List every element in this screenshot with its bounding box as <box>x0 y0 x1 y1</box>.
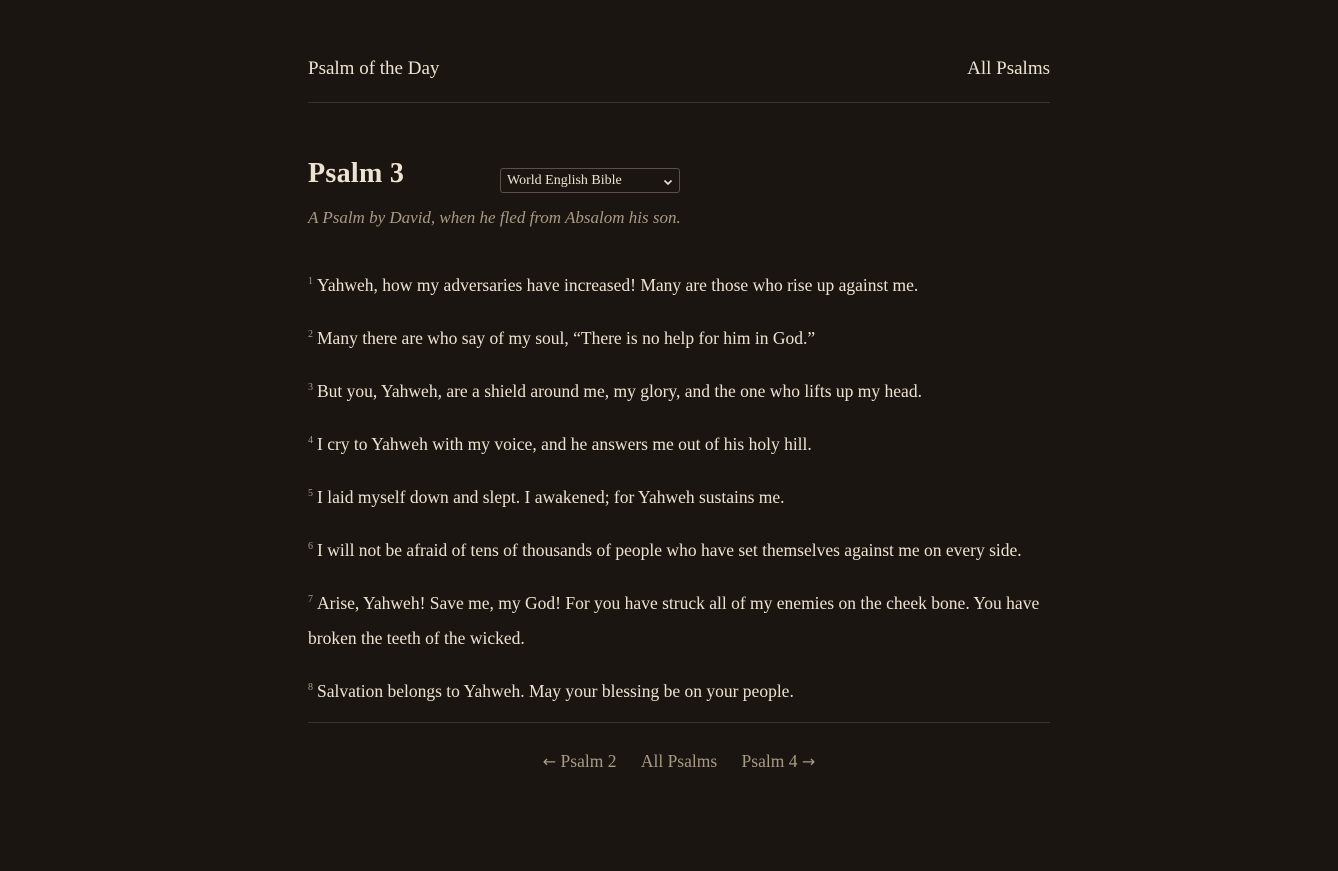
site-title-link[interactable]: Psalm of the Day <box>308 58 440 79</box>
verse-number: 2 <box>308 329 313 340</box>
verse-text: I will not be afraid of tens of thousands of people who have set themselves against me on every side. <box>317 540 1022 560</box>
arrow-right-icon: → <box>801 752 816 771</box>
psalm-pagination <box>308 751 1050 772</box>
verse <box>308 264 1050 303</box>
page-title: Psalm 3 <box>308 158 405 189</box>
verse <box>308 370 1050 409</box>
verse <box>308 529 1050 568</box>
all-psalms-link[interactable]: All Psalms <box>967 58 1050 79</box>
site-header <box>308 56 1050 103</box>
psalm-superscription: A Psalm by David, when he fled from Absalom his son. <box>308 208 681 227</box>
translation-select[interactable] <box>500 168 680 193</box>
verse-text: Arise, Yahweh! Save me, my God! For you have struck all of my enemies on the cheek bone. You have broken the teeth of the wicked. <box>308 593 1040 648</box>
translation-select-value: World English Bible <box>507 172 622 188</box>
verse <box>308 670 1050 709</box>
verse-text: I cry to Yahweh with my voice, and he answers me out of his holy hill. <box>317 434 812 454</box>
next-psalm-label: Psalm 4 <box>741 751 798 771</box>
verse-list <box>308 264 1050 723</box>
prev-psalm-link[interactable] <box>543 751 617 771</box>
verse-number: 7 <box>308 594 313 605</box>
footer-all-psalms-link[interactable]: All Psalms <box>640 751 718 771</box>
chevron-down-icon <box>663 176 673 186</box>
verse <box>308 476 1050 515</box>
verse-text: But you, Yahweh, are a shield around me, my glory, and the one who lifts up my head. <box>317 381 922 401</box>
verse <box>308 582 1050 656</box>
verse-text: I laid myself down and slept. I awakened; for Yahweh sustains me. <box>317 487 785 507</box>
arrow-left-icon: ← <box>542 752 557 771</box>
page-footer <box>308 722 1050 771</box>
verse-number: 6 <box>308 541 313 552</box>
verse-number: 5 <box>308 488 313 499</box>
verse-text: Salvation belongs to Yahweh. May your blessing be on your people. <box>317 681 794 701</box>
prev-psalm-label: Psalm 2 <box>560 751 617 771</box>
verse <box>308 317 1050 356</box>
verse-number: 1 <box>308 276 313 287</box>
verse-text: Yahweh, how my adversaries have increased! Many are those who rise up against me. <box>317 275 919 295</box>
verse <box>308 423 1050 462</box>
verse-text: Many there are who say of my soul, “There is no help for him in God.” <box>317 328 816 348</box>
verse-number: 8 <box>308 682 313 693</box>
verse-number: 3 <box>308 382 313 393</box>
next-psalm-link[interactable] <box>742 751 816 771</box>
verse-number: 4 <box>308 435 313 446</box>
title-row <box>308 158 1050 198</box>
